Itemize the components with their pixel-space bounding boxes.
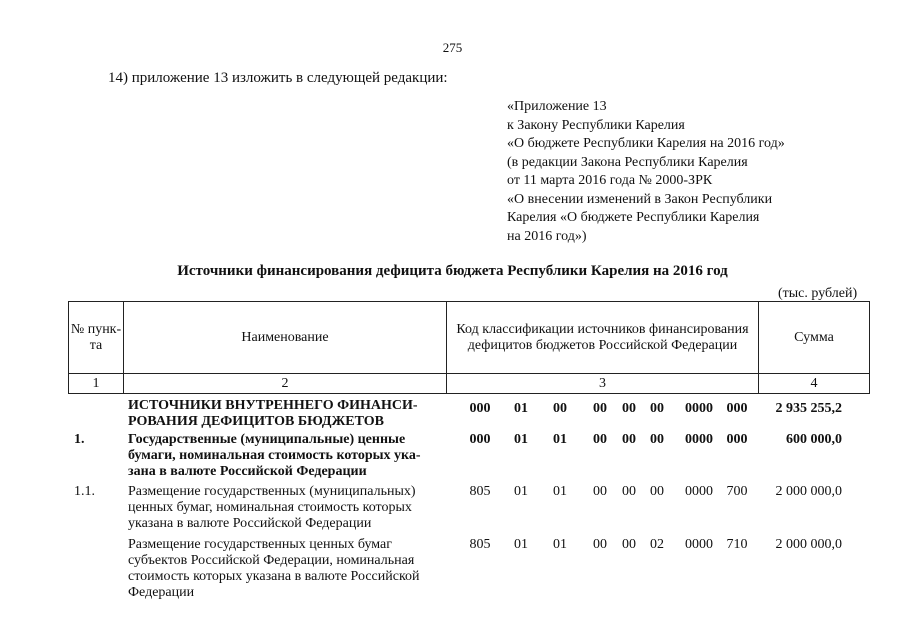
code-part: 000 bbox=[469, 401, 491, 416]
code-part: 01 bbox=[553, 537, 567, 552]
code-part: 0000 bbox=[685, 432, 713, 447]
code-part: 00 bbox=[593, 432, 607, 447]
header-sum: Сумма bbox=[759, 302, 870, 374]
row-sum: 2 935 255,2 bbox=[775, 401, 842, 416]
appendix-line: от 11 марта 2016 года № 2000-ЗРК bbox=[507, 173, 713, 188]
code-part: 000 bbox=[726, 401, 748, 416]
code-part: 01 bbox=[514, 401, 528, 416]
code-part: 805 bbox=[469, 484, 491, 499]
code-part: 00 bbox=[622, 401, 636, 416]
row-sum: 2 000 000,0 bbox=[775, 537, 842, 552]
appendix-line: к Закону Республики Карелия bbox=[507, 117, 685, 133]
code-part: 00 bbox=[622, 432, 636, 447]
code-part: 01 bbox=[514, 484, 528, 499]
unit-label: (тыс. рублей) bbox=[778, 286, 858, 301]
header-name: Наименование bbox=[124, 302, 447, 374]
appendix-line: Карелия «О бюджете Республики Карелия bbox=[507, 210, 760, 225]
table-header bbox=[68, 301, 870, 394]
code-part: 0000 bbox=[685, 484, 713, 499]
code-part: 01 bbox=[514, 537, 528, 552]
code-part: 00 bbox=[650, 401, 664, 416]
code-part: 00 bbox=[593, 401, 607, 416]
code-part: 700 bbox=[726, 484, 748, 499]
code-part: 000 bbox=[726, 432, 748, 447]
intro-paragraph: 14) приложение 13 изложить в следующей редакции: bbox=[108, 70, 448, 86]
appendix-line: «О внесении изменений в Закон Республики bbox=[507, 191, 773, 207]
code-part: 00 bbox=[622, 484, 636, 499]
code-part: 00 bbox=[553, 401, 567, 416]
code-part: 01 bbox=[553, 432, 567, 447]
code-part: 0000 bbox=[685, 537, 713, 552]
page-number: 275 bbox=[442, 40, 463, 55]
code-part: 00 bbox=[650, 484, 664, 499]
appendix-line: «О бюджете Республики Карелия на 2016 год» bbox=[507, 136, 785, 151]
row-name: Государственные (муниципальные) ценные бумаги, номинальная стоимость которых ука-зана в валюте Российской Федерации bbox=[128, 432, 421, 479]
header-num: № пунк- та bbox=[69, 302, 124, 374]
appendix-line: «Приложение 13 bbox=[507, 99, 607, 114]
row-sum: 600 000,0 bbox=[786, 432, 842, 447]
row-num: 1. bbox=[74, 432, 85, 447]
code-part: 01 bbox=[514, 432, 528, 447]
header-index: 3 bbox=[447, 374, 759, 394]
header-code: Код классификации источников финансирования дефицитов бюджетов Российской Федерации bbox=[447, 302, 759, 374]
code-part: 00 bbox=[622, 537, 636, 552]
appendix-reference bbox=[507, 98, 785, 246]
document-title: Источники финансирования дефицита бюджета Республики Карелия на 2016 год bbox=[177, 263, 728, 279]
code-part: 00 bbox=[650, 432, 664, 447]
row-name: ИСТОЧНИКИ ВНУТРЕННЕГО ФИНАНСИ-РОВАНИЯ ДЕФИЦИТОВ БЮДЖЕТОВ bbox=[128, 398, 418, 429]
code-part: 000 bbox=[469, 432, 491, 447]
code-part: 0000 bbox=[685, 401, 713, 416]
header-index: 2 bbox=[124, 374, 447, 394]
header-index: 1 bbox=[69, 374, 124, 394]
row-name: Размещение государственных (муниципальных) ценных бумаг, номинальная стоимость которых указана в валюте Российской Федерации bbox=[128, 484, 416, 531]
code-part: 00 bbox=[593, 484, 607, 499]
code-part: 805 bbox=[469, 537, 491, 552]
header-index: 4 bbox=[759, 374, 870, 394]
row-num: 1.1. bbox=[74, 484, 95, 499]
row-name: Размещение государственных ценных бумаг субъектов Российской Федерации, номинальная стоимость которых указана в валюте Российской Федерации bbox=[128, 537, 420, 600]
code-part: 01 bbox=[553, 484, 567, 499]
code-part: 710 bbox=[726, 537, 748, 552]
row-sum: 2 000 000,0 bbox=[775, 484, 842, 499]
appendix-line: (в редакции Закона Республики Карелия bbox=[507, 154, 748, 170]
code-part: 02 bbox=[650, 537, 664, 552]
code-part: 00 bbox=[593, 537, 607, 552]
appendix-line: на 2016 год») bbox=[507, 228, 587, 244]
